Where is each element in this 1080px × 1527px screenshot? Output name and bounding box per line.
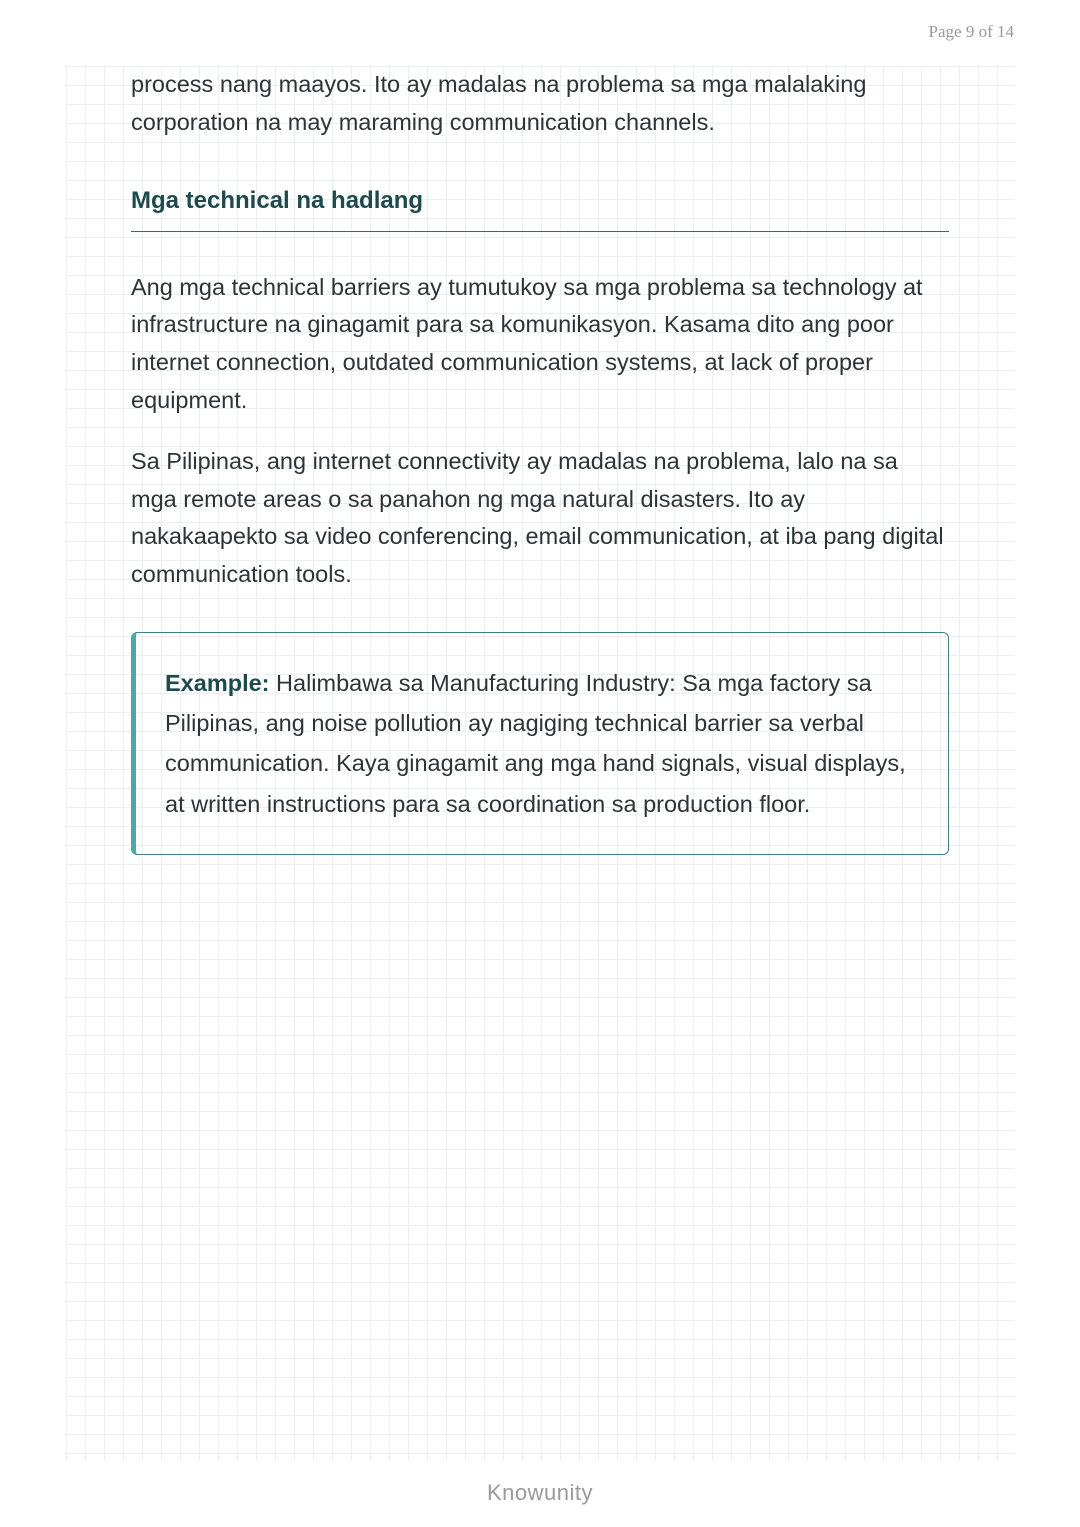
page-content	[131, 66, 949, 855]
section-heading: Mga technical na hadlang	[131, 187, 949, 232]
section-paragraph: Ang mga technical barriers ay tumutukoy sa mga problema sa technology at infrastructure na ginagamit para sa komunikasyon. Kasama dito ang poor internet connection, outdated communication systems, at lack of proper equipment.	[131, 273, 923, 413]
page-indicator: Page 9 of 14	[928, 22, 1014, 41]
example-text	[165, 663, 918, 824]
section-paragraph: Sa Pilipinas, ang internet connectivity ay madalas na problema, lalo na sa mga remote areas o sa panahon ng mga natural disasters. Ito ay nakakaapekto sa video conferencing, email communication, at iba pang digital communication tools.	[131, 447, 944, 588]
intro-continuation-paragraph: process nang maayos. Ito ay madalas na problema sa mga malalaking corporation na may maraming communication channels.	[131, 71, 867, 135]
example-callout	[131, 632, 949, 855]
example-label: Example:	[165, 669, 270, 696]
footer-brand: Knowunity	[486, 1480, 593, 1505]
example-body: Halimbawa sa Manufacturing Industry: Sa mga factory sa Pilipinas, ang noise pollution ay nagiging technical barrier sa verbal communication. Kaya ginagamit ang mga hand signals, visual displays, at written instructions para sa coordination sa production floor.	[165, 669, 906, 817]
